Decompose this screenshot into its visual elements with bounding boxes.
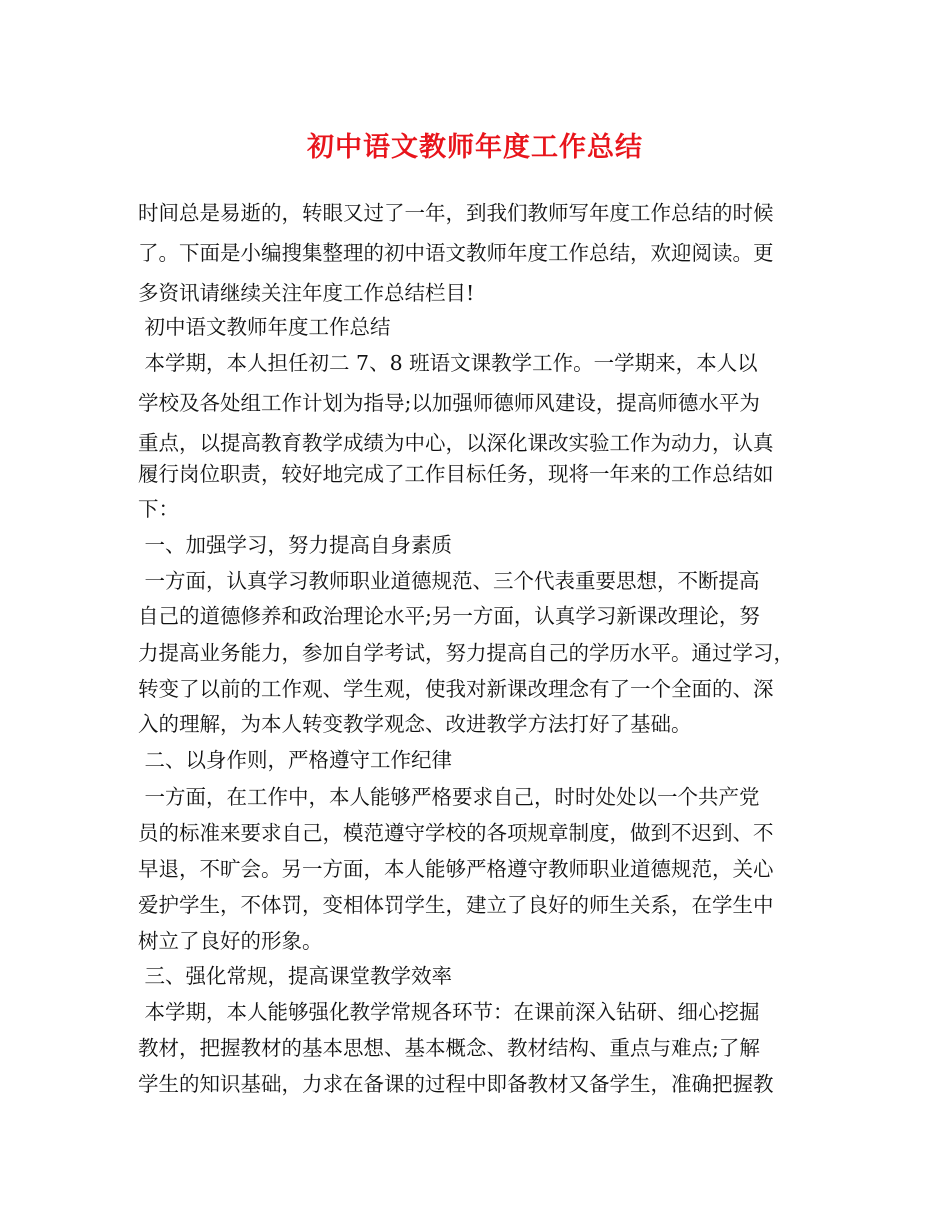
paragraph-line: 学生的知识基础，力求在备课的过程中即备教材又备学生，准确把握教 bbox=[138, 1072, 774, 1096]
paragraph-line: 力提高业务能力，参加自学考试，努力提高自己的学历水平。通过学习， bbox=[138, 641, 794, 665]
paragraph-line: 履行岗位职责，较好地完成了工作目标任务，现将一年来的工作总结如 bbox=[138, 462, 774, 486]
paragraph-line: 爱护学生，不体罚，变相体罚学生，建立了良好的师生关系，在学生中 bbox=[138, 893, 774, 917]
paragraph-line: 自己的道德修养和政治理论水平;另一方面，认真学习新课改理论，努 bbox=[138, 604, 760, 628]
paragraph-line: 学校及各处组工作计划为指导;以加强师德师风建设，提高师德水平为 bbox=[138, 391, 760, 415]
document-title: 初中语文教师年度工作总结 bbox=[307, 132, 643, 163]
section-heading-main: 初中语文教师年度工作总结 bbox=[138, 315, 391, 339]
section-heading-1: 一、加强学习，努力提高自身素质 bbox=[138, 533, 453, 557]
section-heading-2: 二、以身作则，严格遵守工作纪律 bbox=[138, 748, 453, 772]
intro-line-2: 了。下面是小编搜集整理的初中语文教师年度工作总结，欢迎阅读。更 bbox=[138, 241, 774, 265]
paragraph-line: 树立了良好的形象。 bbox=[138, 929, 323, 953]
paragraph-line: 一方面，在工作中，本人能够严格要求自己，时时处处以一个共产党 bbox=[138, 785, 760, 809]
paragraph-line: 一方面，认真学习教师职业道德规范、三个代表重要思想，不断提高 bbox=[138, 569, 760, 593]
paragraph-line: 转变了以前的工作观、学生观，使我对新课改理念有了一个全面的、深 bbox=[138, 677, 774, 701]
paragraph-line: 入的理解，为本人转变教学观念、改进教学方法打好了基础。 bbox=[138, 712, 692, 736]
paragraph-line: 重点，以提高教育教学成绩为中心，以深化课改实验工作为动力，认真 bbox=[138, 431, 774, 455]
paragraph-line: 教材，把握教材的基本思想、基本概念、教材结构、重点与难点;了解 bbox=[138, 1036, 760, 1060]
paragraph-line: 员的标准来要求自己，模范遵守学校的各项规章制度，做到不迟到、不 bbox=[138, 821, 774, 845]
section-heading-3: 三、强化常规，提高课堂教学效率 bbox=[138, 964, 453, 988]
paragraph-line: 本学期，本人担任初二 7、8 班语文课教学工作。一学期来，本人以 bbox=[138, 351, 758, 375]
paragraph-line: 下： bbox=[138, 497, 179, 521]
paragraph-line: 早退，不旷会。另一方面，本人能够严格遵守教师职业道德规范，关心 bbox=[138, 857, 774, 881]
intro-line-3: 多资讯请继续关注年度工作总结栏目! bbox=[138, 281, 475, 305]
paragraph-line: 本学期，本人能够强化教学常规各环节：在课前深入钻研、细心挖掘 bbox=[138, 1000, 760, 1024]
intro-line-1: 时间总是易逝的，转眼又过了一年，到我们教师写年度工作总结的时候 bbox=[138, 201, 774, 225]
